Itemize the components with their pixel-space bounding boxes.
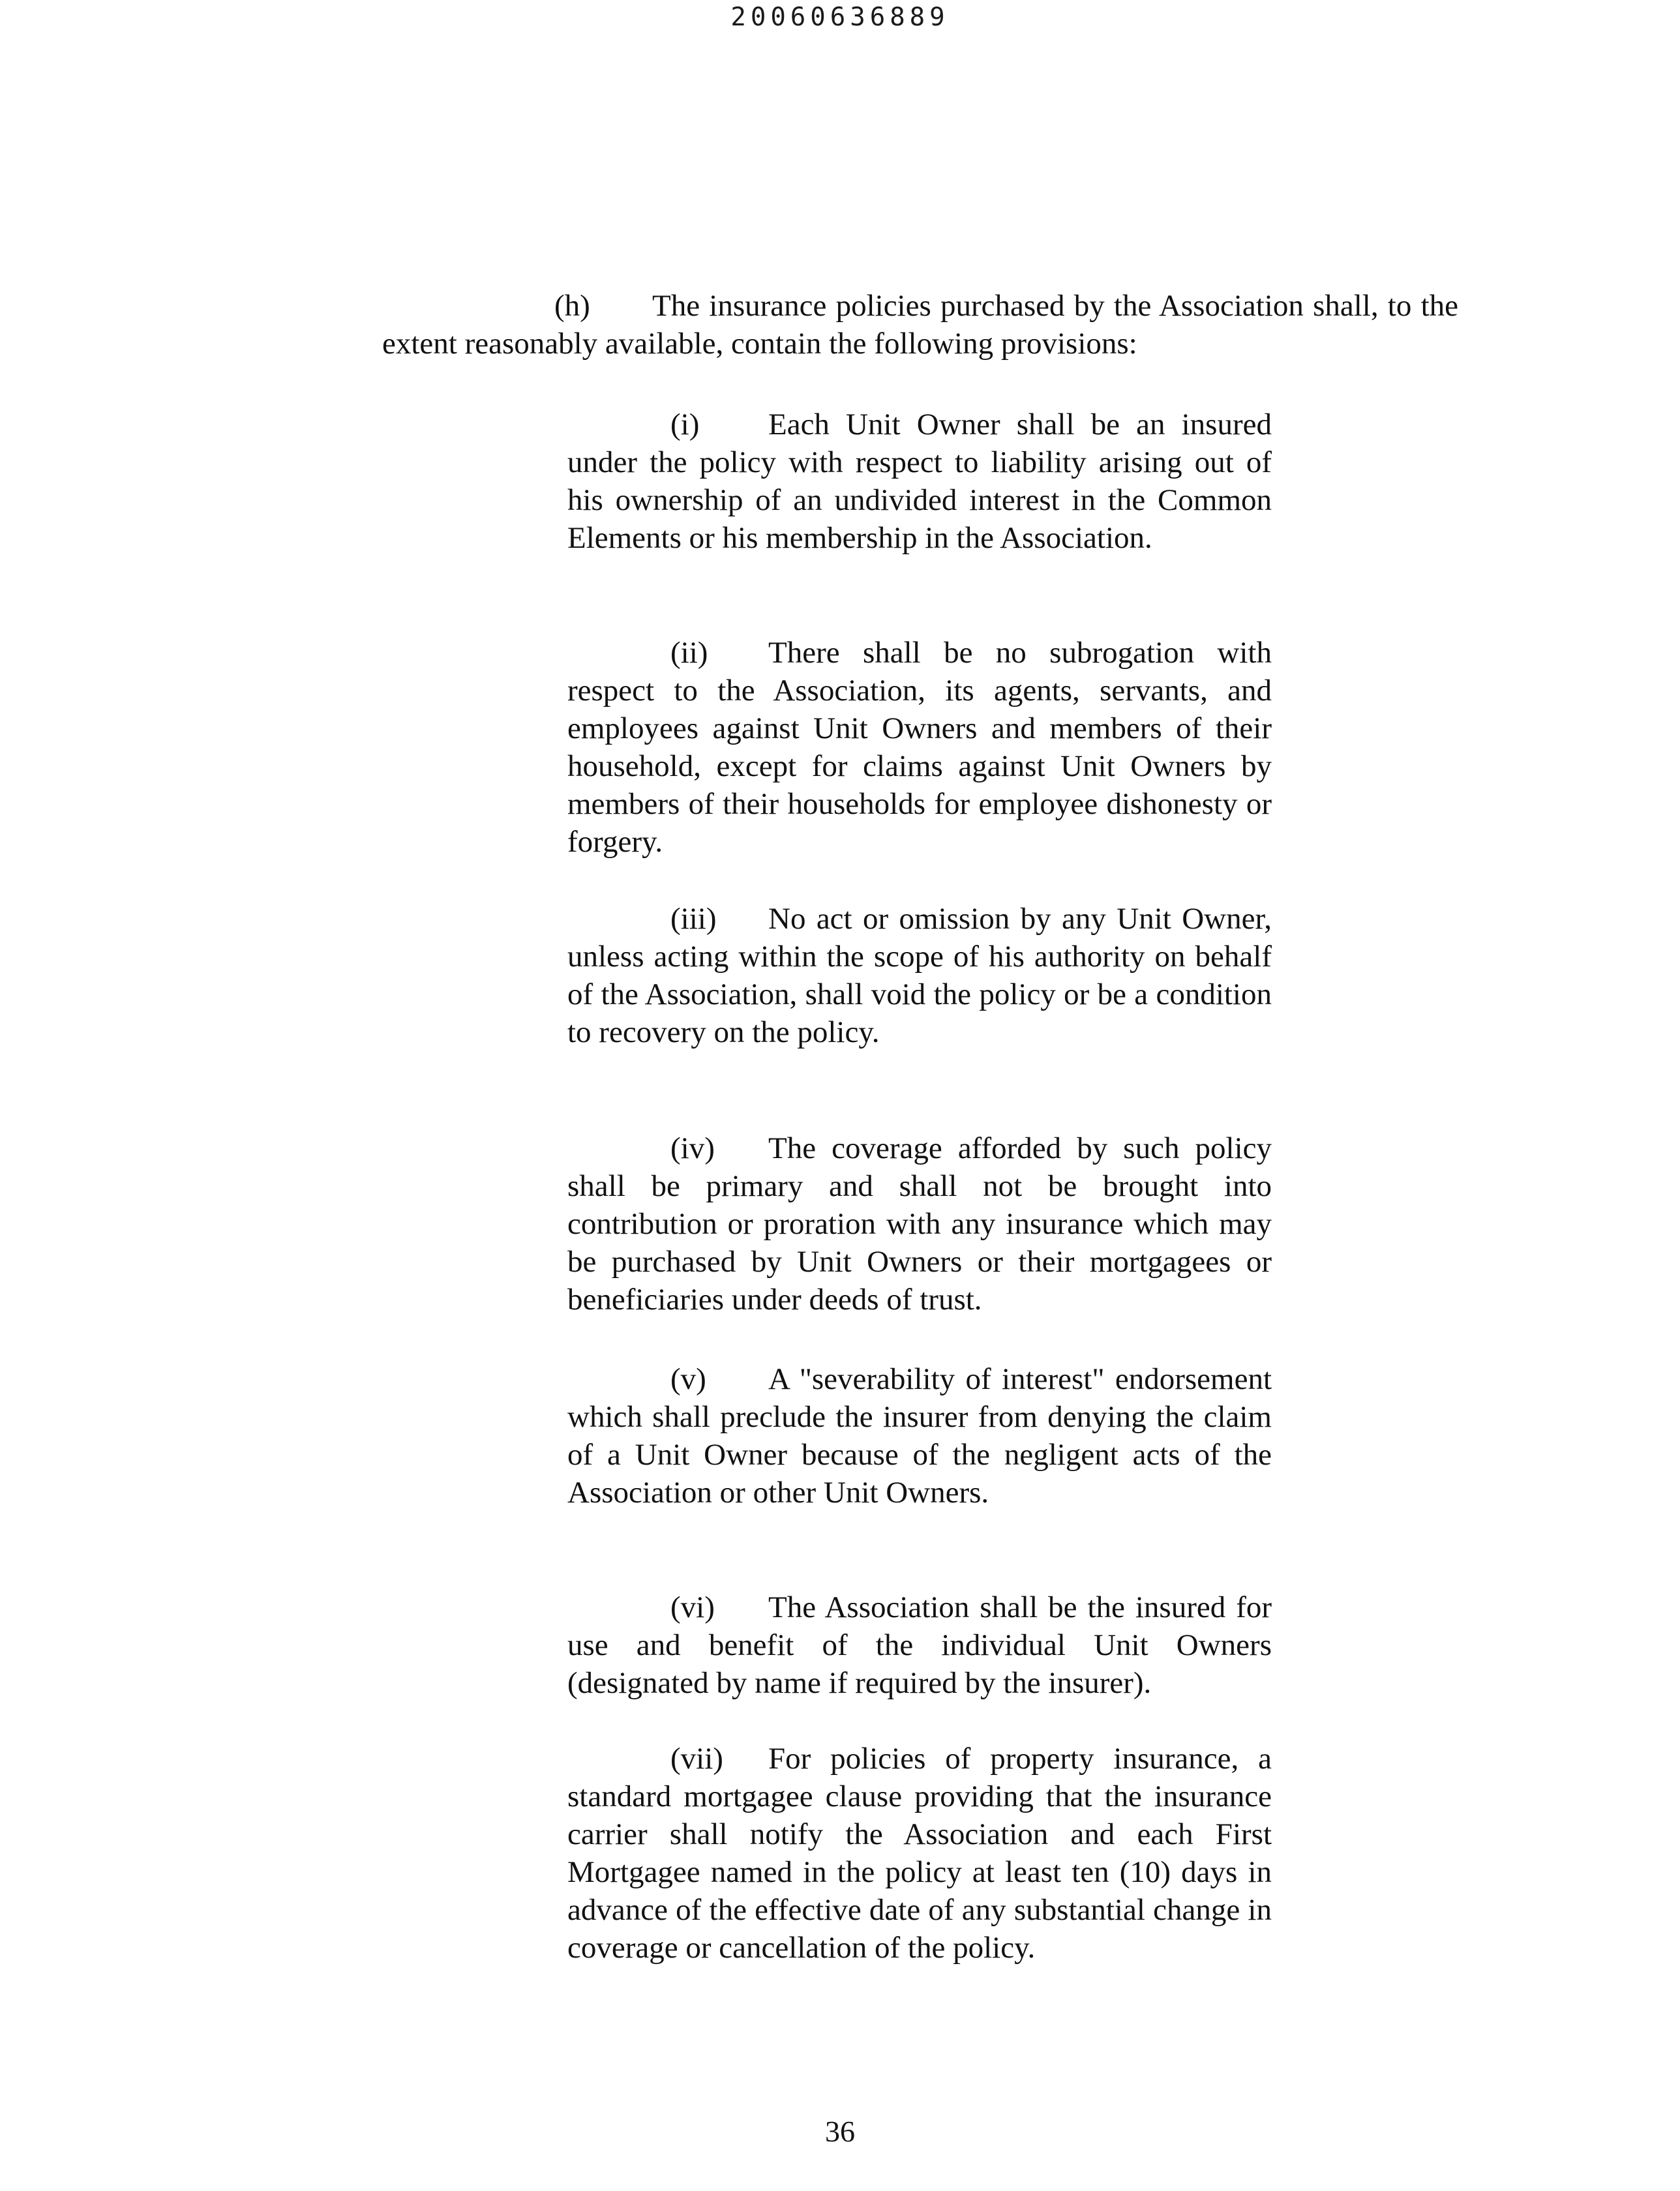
provision-label: (ii)	[670, 636, 708, 670]
provision-v	[567, 1360, 1272, 1512]
provision-text: The Association shall be the insured for use and benefit of the individual Unit Owners (designated by name if required by the insurer).	[567, 1590, 1272, 1700]
provision-label: (v)	[670, 1362, 706, 1396]
page-number: 36	[825, 2115, 855, 2148]
provision-ii	[567, 634, 1272, 861]
paragraph-text: The insurance policies purchased by the Association shall, to the extent reasonably available, contain the following provisions:	[382, 289, 1458, 361]
provision-text: Each Unit Owner shall be an insured under the policy with respect to liability arising out of his ownership of an undivided interest in the Common Elements or his membership in the Association.	[567, 408, 1272, 555]
paragraph-h	[382, 287, 1458, 363]
provision-vii	[567, 1740, 1272, 1967]
provision-label: (vii)	[670, 1742, 723, 1776]
provision-i	[567, 406, 1272, 557]
provision-text: The coverage afforded by such policy shall be primary and shall not be brought into contribution or proration with any insurance which may be purchased by Unit Owners or their mortgagees or beneficiaries under deeds of trust.	[567, 1131, 1272, 1317]
provision-label: (iv)	[670, 1131, 715, 1165]
provision-iv	[567, 1129, 1272, 1319]
provision-label: (iii)	[670, 902, 717, 936]
provision-text: There shall be no subrogation with respect to the Association, its agents, servants, and employees against Unit Owners and members of their household, except for claims against Unit Owners by members of their households for employee dishonesty or forgery.	[567, 636, 1272, 859]
provision-label: (i)	[670, 408, 700, 441]
provision-vi	[567, 1588, 1272, 1702]
provision-label: (vi)	[670, 1590, 715, 1624]
paragraph-label: (h)	[554, 289, 590, 323]
provision-text: A "severability of interest" endorsement which shall preclude the insurer from denying the claim of a Unit Owner because of the negligent acts of the Association or other Unit Owners.	[567, 1362, 1272, 1510]
provision-text: For policies of property insurance, a standard mortgagee clause providing that the insurance carrier shall notify the Association and each First Mortgagee named in the policy at least ten (10) days in advance of the effective date of any substantial change in coverage or cancellation of the policy.	[567, 1742, 1272, 1965]
provision-iii	[567, 900, 1272, 1051]
provision-text: No act or omission by any Unit Owner, unless acting within the scope of his authority on behalf of the Association, shall void the policy or be a condition to recovery on the policy.	[567, 902, 1272, 1049]
document-number: 20060636889	[730, 3, 950, 32]
